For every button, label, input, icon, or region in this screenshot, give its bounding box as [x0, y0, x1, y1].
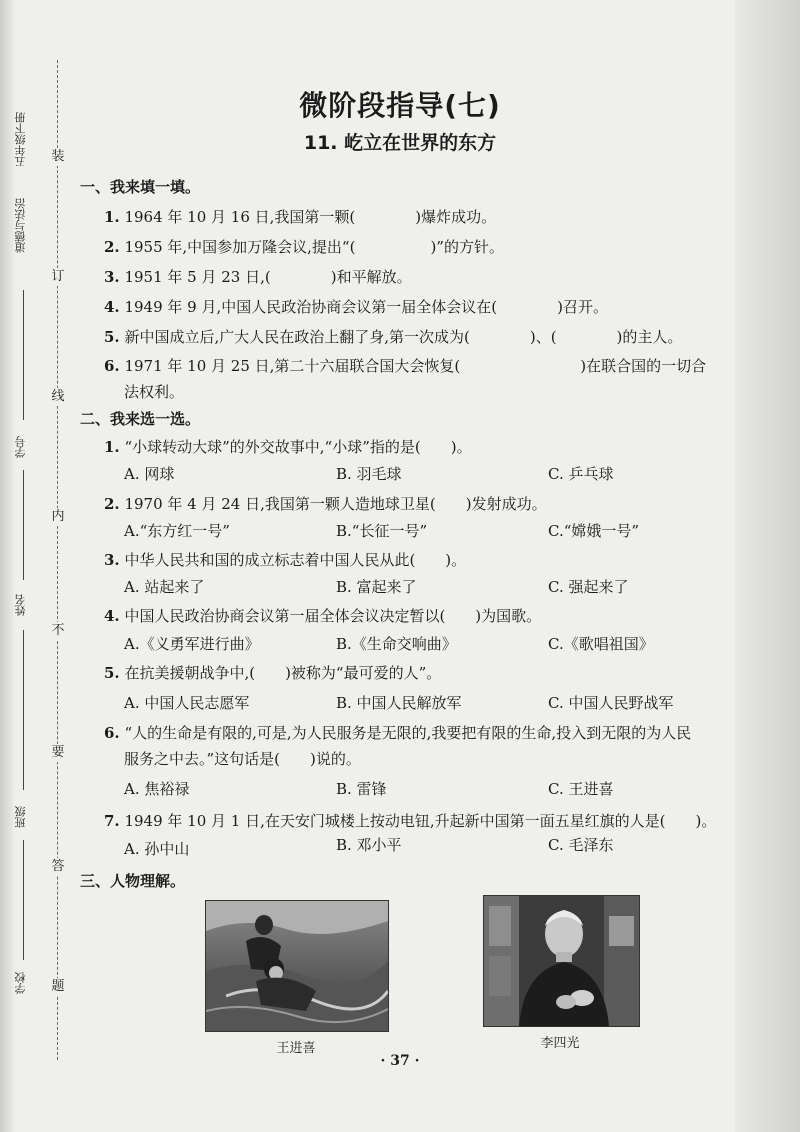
question-text: 1951 年 5 月 23 日,( )和平解放。 — [124, 268, 412, 286]
fill-question — [104, 355, 706, 376]
question-text-continued: 服务之中去。”这句话是( )说的。 — [124, 750, 361, 768]
question-text: 在抗美援朝战争中,( )被称为“最可爱的人”。 — [124, 664, 442, 682]
question-number: 1. — [104, 208, 120, 226]
page-edge-shadow-right — [735, 0, 800, 1132]
field-label-name: 姓名 — [14, 594, 27, 616]
page-edge-shadow-left — [0, 0, 14, 1132]
lesson-title: 11. 屹立在世界的东方 — [303, 132, 497, 154]
question-number: 3. — [104, 551, 120, 569]
photo-li-siguang — [483, 895, 640, 1027]
option-b: B.《生命交响曲》 — [336, 635, 457, 653]
binding-dashed-line — [57, 60, 58, 1060]
fill-question — [104, 206, 496, 227]
option-c: C.“嫦娥一号” — [548, 522, 640, 540]
question-text: “小球转动大球”的外交故事中,“小球”指的是( )。 — [124, 438, 472, 456]
section-heading-choice: 二、我来选一选。 — [80, 410, 201, 428]
subject-label: 道德与法治 — [14, 198, 27, 253]
question-number: 3. — [104, 268, 120, 286]
option-b: B. 羽毛球 — [336, 465, 402, 483]
field-underline — [23, 290, 24, 420]
question-number: 5. — [104, 328, 120, 346]
question-number: 7. — [104, 812, 120, 830]
field-underline — [23, 630, 24, 790]
choice-question — [104, 436, 472, 457]
question-number: 2. — [104, 238, 120, 256]
binding-char: 内 — [49, 508, 67, 526]
field-label-school: 学校 — [14, 972, 27, 994]
question-number: 1. — [104, 438, 120, 456]
question-text: 1971 年 10 月 25 日,第二十六届联合国大会恢复( )在联合国的一切合 — [124, 357, 707, 375]
option-b: B. 中国人民解放军 — [336, 694, 462, 712]
photo-caption-li-siguang: 李四光 — [540, 1036, 580, 1051]
option-c: C. 王进喜 — [548, 780, 614, 798]
option-c: C. 强起来了 — [548, 578, 629, 596]
binding-char: 答 — [49, 858, 67, 876]
choice-question — [104, 810, 716, 831]
option-c: C. 毛泽东 — [548, 836, 614, 854]
page-number: · 37 · — [380, 1053, 420, 1069]
fill-question — [104, 326, 682, 347]
option-a: A. 站起来了 — [124, 578, 205, 596]
choice-question — [104, 662, 441, 683]
option-a: A.“东方红一号” — [124, 522, 230, 540]
question-text: 1955 年,中国参加万隆会议,提出“( )”的方针。 — [124, 238, 504, 256]
option-b: B. 富起来了 — [336, 578, 417, 596]
question-text-continued: 法权利。 — [124, 383, 185, 401]
grade-label: 五年级下册 — [14, 112, 27, 167]
page-title: 微阶段指导(七) — [299, 89, 501, 122]
fill-question — [104, 236, 504, 257]
option-c: C. 中国人民野战军 — [548, 694, 674, 712]
field-label-student-id: 学号 — [14, 436, 27, 458]
photo-li-siguang-image — [484, 896, 639, 1026]
question-number: 5. — [104, 664, 120, 682]
field-label-class: 班级 — [14, 806, 27, 828]
question-text: 中华人民共和国的成立标志着中国人民从此( )。 — [124, 551, 467, 569]
photo-caption-wang-jinxi: 王进喜 — [276, 1041, 316, 1056]
question-text: 1964 年 10 月 16 日,我国第一颗( )爆炸成功。 — [124, 208, 497, 226]
binding-char: 线 — [49, 388, 67, 406]
section-heading-fill: 一、我来填一填。 — [80, 178, 201, 196]
option-a: A. 焦裕禄 — [124, 780, 190, 798]
choice-question — [104, 493, 547, 514]
section-heading-figures: 三、人物理解。 — [80, 872, 186, 890]
choice-question — [104, 605, 541, 626]
option-b: B. 邓小平 — [336, 836, 402, 854]
option-a: A. 网球 — [124, 465, 175, 483]
option-b: B. 雷锋 — [336, 780, 387, 798]
question-number: 6. — [104, 724, 120, 742]
binding-char: 不 — [49, 622, 67, 640]
field-underline — [23, 840, 24, 960]
fill-question — [104, 266, 412, 287]
question-number: 4. — [104, 607, 120, 625]
question-text: 1949 年 10 月 1 日,在天安门城楼上按动电钮,升起新中国第一面五星红旗的人是( )。 — [124, 812, 717, 830]
option-a: A. 中国人民志愿军 — [124, 694, 250, 712]
photo-wang-jinxi — [205, 900, 389, 1032]
question-text: 中国人民政治协商会议第一届全体会议决定暂以( )为国歌。 — [124, 607, 542, 625]
question-text: 新中国成立后,广大人民在政治上翻了身,第一次成为( )、( )的主人。 — [124, 328, 683, 346]
question-number: 2. — [104, 495, 120, 513]
question-text: 1970 年 4 月 24 日,我国第一颗人造地球卫星( )发射成功。 — [124, 495, 547, 513]
photo-wang-jinxi-image — [206, 901, 388, 1031]
question-number: 4. — [104, 298, 120, 316]
field-underline — [23, 470, 24, 580]
binding-char: 订 — [49, 268, 67, 286]
option-c: C. 乒乓球 — [548, 465, 614, 483]
option-c: C.《歌唱祖国》 — [548, 635, 654, 653]
binding-char: 要 — [49, 744, 67, 762]
option-a: A.《义勇军进行曲》 — [124, 635, 260, 653]
question-text: “人的生命是有限的,可是,为人民服务是无限的,我要把有限的生命,投入到无限的为人民 — [124, 724, 692, 742]
fill-question — [104, 296, 608, 317]
binding-char: 装 — [49, 148, 67, 166]
choice-question — [104, 722, 691, 743]
question-number: 6. — [104, 357, 120, 375]
question-text: 1949 年 9 月,中国人民政治协商会议第一届全体会议在( )召开。 — [124, 298, 608, 316]
choice-question — [104, 549, 466, 570]
option-b: B.“长征一号” — [336, 522, 428, 540]
option-a: A. 孙中山 — [124, 840, 190, 858]
binding-char: 题 — [49, 978, 67, 996]
